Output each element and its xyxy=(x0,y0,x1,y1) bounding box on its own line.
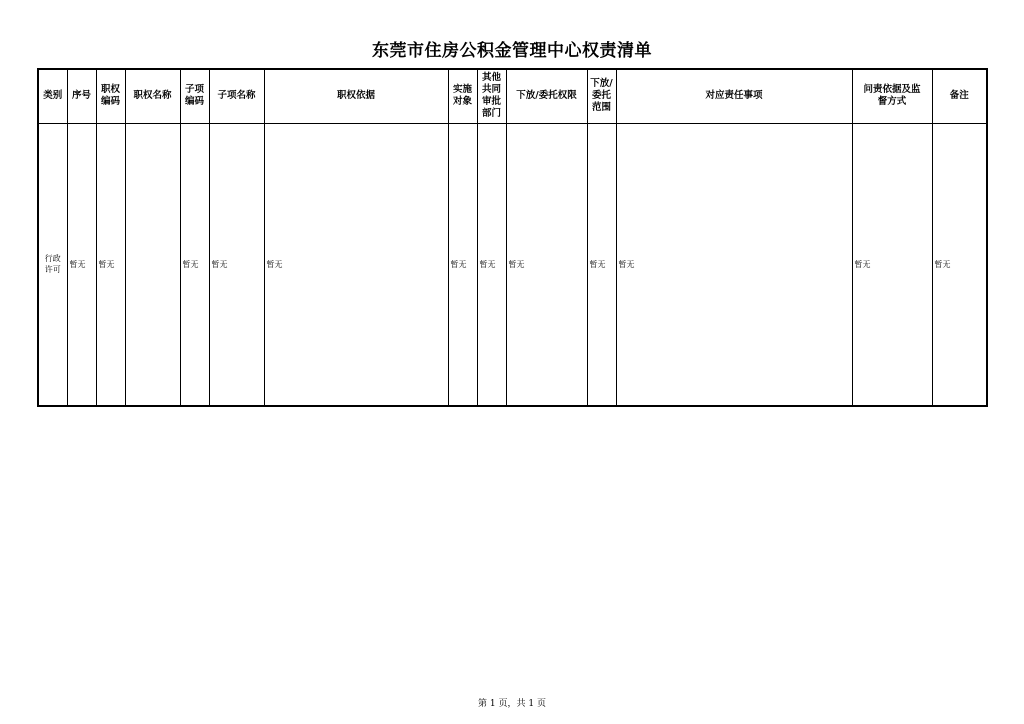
col-header-co-dept: 其他共同审批部门 xyxy=(477,69,506,123)
cell-remark: 暂无 xyxy=(932,123,987,406)
cell-power-code: 暂无 xyxy=(96,123,125,406)
col-header-category: 类别 xyxy=(38,69,67,123)
cell-target: 暂无 xyxy=(448,123,477,406)
col-header-target: 实施对象 xyxy=(448,69,477,123)
cell-accountability: 暂无 xyxy=(852,123,932,406)
col-header-remark: 备注 xyxy=(932,69,987,123)
responsibility-table xyxy=(37,68,988,407)
table-row xyxy=(38,123,987,406)
cell-power-name xyxy=(125,123,180,406)
header-row xyxy=(38,69,987,123)
cell-co-dept: 暂无 xyxy=(477,123,506,406)
page-title: 东莞市住房公积金管理中心权责清单 xyxy=(372,41,652,61)
cell-basis: 暂无 xyxy=(264,123,448,406)
cell-sub-code: 暂无 xyxy=(180,123,209,406)
col-header-delegate-scope: 下放/委托范围 xyxy=(587,69,616,123)
cell-sub-name: 暂无 xyxy=(209,123,264,406)
col-header-accountability: 问责依据及监督方式 xyxy=(852,69,932,123)
col-header-duty: 对应责任事项 xyxy=(616,69,852,123)
page-footer: 第 1 页，共 1 页 xyxy=(478,699,546,709)
col-header-power-name: 职权名称 xyxy=(125,69,180,123)
col-header-seq: 序号 xyxy=(67,69,96,123)
col-header-power-code: 职权编码 xyxy=(96,69,125,123)
cell-seq: 暂无 xyxy=(67,123,96,406)
col-header-delegate-power: 下放/委托权限 xyxy=(506,69,587,123)
cell-delegate-scope: 暂无 xyxy=(587,123,616,406)
cell-category: 行政许可 xyxy=(38,123,67,406)
col-header-basis: 职权依据 xyxy=(264,69,448,123)
col-header-sub-name: 子项名称 xyxy=(209,69,264,123)
col-header-sub-code: 子项编码 xyxy=(180,69,209,123)
cell-delegate-power: 暂无 xyxy=(506,123,587,406)
cell-duty: 暂无 xyxy=(616,123,852,406)
